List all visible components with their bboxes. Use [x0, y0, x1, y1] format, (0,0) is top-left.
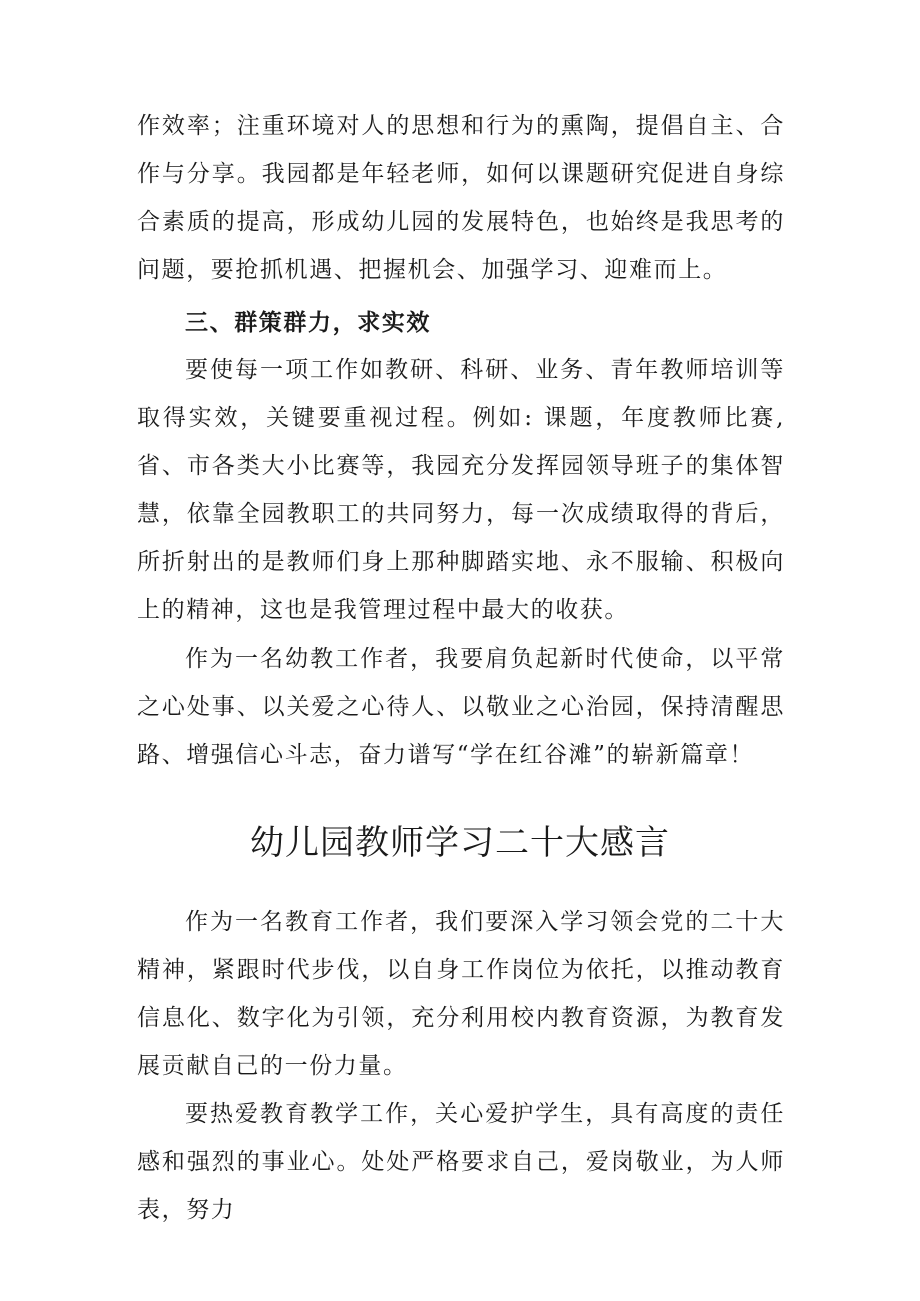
paragraph-education-worker: 作为一名教育工作者，我们要深入学习领会党的二十大精神，紧跟时代步伐，以自身工作岗位为依托，以推动教育信息化、数字化为引领，充分利用校内教育资源，为教育发展贡献自己的一份力量。 [137, 909, 785, 1079]
paragraph-love-teaching: 要热爱教育教学工作，关心爱护学生，具有高度的责任感和强烈的事业心。处处严格要求自己，爱岗敬业，为人师表，努力 [137, 1101, 785, 1223]
paragraph-process-focus: 要使每一项工作如教研、科研、业务、青年教师培训等取得实效，关键要重视过程。例如: 课题，年度教师比赛,省、市各类大小比赛等，我园充分发挥园领导班子的集体智慧，依靠全园教职工的共同努力，每一次成绩取得的背后，所折射出的是教师们身上那种脚踏实地、永不服输、积极向上的精神，这也是我管理过程中最大的收获。 [137, 357, 785, 623]
paragraph-work-efficiency: 作效率；注重环境对人的思想和行为的熏陶，提倡自主、合作与分享。我园都是年轻老师，如何以课题研究促进自身综合素质的提高，形成幼儿园的发展特色，也始终是我思考的问题，要抢抓机遇、把握机会、加强学习、迎难而上。 [137, 113, 785, 283]
section-heading-3: 三、群策群力，求实效 [185, 310, 431, 336]
paragraph-conclusion: 作为一名幼教工作者，我要肩负起新时代使命，以平常之心处事、以关爱之心待人、以敬业之心治园，保持清醒思路、增强信心斗志，奋力谱写“学在红谷滩”的崭新篇章！ [137, 646, 785, 768]
article-title: 幼儿园教师学习二十大感言 [250, 823, 670, 863]
